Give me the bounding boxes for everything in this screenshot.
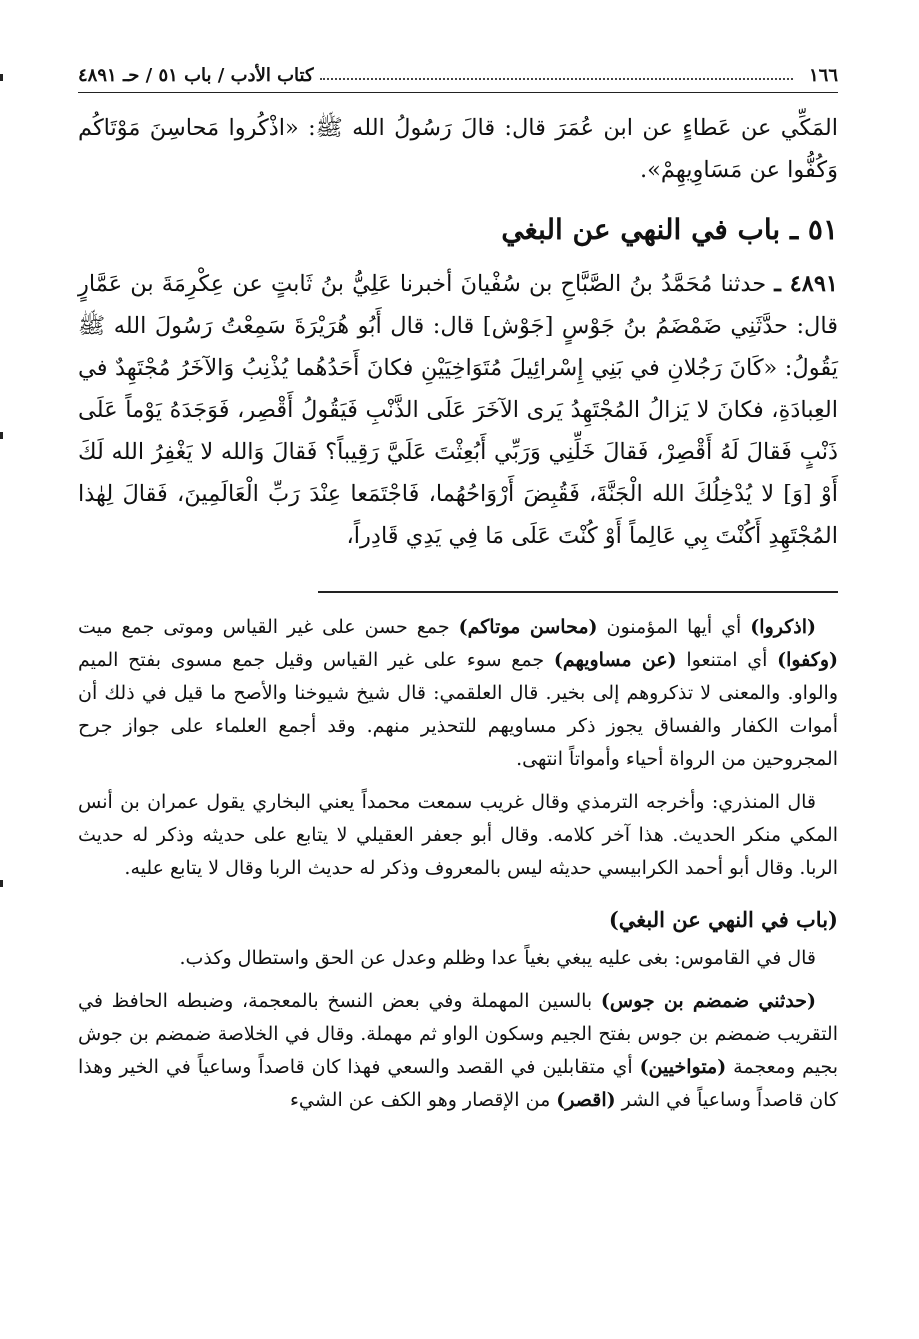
intro-paragraph: المَكِّي عن عَطاءٍ عن ابن عُمَرَ قال: قالَ رَسُولُ الله ﷺ: «اذْكُروا مَحاسِنَ مَوْتَاكُم وَكُفُّوا عن مَسَاوِيهِمْ».: [78, 115, 838, 183]
scan-edge-mark-middle: [0, 432, 3, 439]
commentary-text: جمع سوء على غير القياس وقيل جمع مسوى بفتح الميم والواو. والمعنى لا تذكروهم إلى بخير. قال العلقمي: قال شيخ شيوخنا والأصح ما قيل في ذلك أن أموات الكفار والفساق يجوز ذكر مساويهم للتحذير منهم. وقد أجمع العلماء على جواز جرح المجروحين من الرواة أحياء وأمواتاً انتهى.: [78, 649, 838, 770]
page-number: ١٦٦: [808, 64, 838, 86]
hadith-text: حدثنا مُحَمَّدُ بنُ الصَّبَّاحِ بن سُفْيانَ أخبرنا عَلِيُّ بنُ ثَابتٍ عن عِكْرِمَةَ بن عَمَّارٍ قال: حدَّثَنِي ضَمْضَمُ بنُ جَوْسٍ [جَوْش] قال: قال أَبُو هُرَيْرَةَ سَمِعْتُ رَسُولَ الله ﷺ يَقُولُ: «كَانَ رَجُلانِ في بَنِي إِسْرائِيلَ مُتَوَاخِيَيْنِ فكانَ أَحَدُهُما يُذْنِبُ وَالآخَرُ مُجْتَهِدٌ في العِبادَةِ، فكانَ لا يَزالُ المُجْتَهِدُ يَرى الآخَرَ عَلَى الذَّنْبِ فَيَقُولُ أَقْصِر، فَوَجَدَهُ يَوْماً عَلَى ذَنْبٍ فَقالَ لَهُ أَقْصِرْ، فَقالَ خَلِّنِي وَرَبِّي أَبُعِثْتَ عَلَيَّ رَقِيباً؟ فَقالَ وَالله لا يَغْفِرُ الله لَكَ أَوْ [وَ] لا يُدْخِلُكَ الله الْجَنَّةَ، فَقُبِضَ أَرْوَاحُهُما، فَاجْتَمَعا عِنْدَ رَبِّ الْعَالَمِينَ، فَقالَ لِهٰذا المُجْتَهِدِ أَكُنْتَ بِي عَالِماً أَوْ كُنْتَ عَلَى مَا فِي يَدِي قَادِراً،: [78, 271, 838, 549]
hadith-number: ٤٨٩١ ـ: [774, 271, 838, 297]
commentary-paragraph-4: [78, 985, 838, 1117]
bold-term: (عن مساويهم): [553, 649, 677, 671]
bold-term: (وكفوا): [777, 649, 838, 671]
commentary: [78, 611, 838, 1117]
commentary-paragraph-2: قال المنذري: وأخرجه الترمذي وقال غريب سمعت محمداً يعني البخاري يقول عمران بن أنس المكي منكر الحديث. هذا آخر كلامه. وقال أبو جعفر العقيلي لا يتابع على حديثه وذكر له حديث الربا. وقال أبو أحمد الكرابيسي حديثه ليس بالمعروف وذكر له حديث الربا وقال لا يتابع عليه.: [78, 791, 838, 879]
page-header: [78, 58, 838, 93]
commentary-subheading: (باب في النهي عن البغي): [608, 907, 838, 932]
running-title: كتاب الأدب / باب ٥١ / حـ ٤٨٩١: [78, 64, 314, 86]
hadith-paragraph: [78, 263, 838, 557]
chapter-title: ٥١ ـ باب في النهي عن البغي: [501, 213, 838, 246]
bold-term: (محاسن موتاكم): [458, 616, 598, 638]
footnote-separator: [318, 591, 838, 593]
commentary-text: بالسين المهملة وفي بعض النسخ بالمعجمة، وضبطه الحافظ في التقريب ضمضم بن جوس بفتح الجيم وسكون الواو ثم مهملة. وقال في الخلاصة ضمضم بن جوش بجيم ومعجمة: [78, 990, 839, 1078]
bold-term: (حدثني ضمضم بن جوس): [600, 990, 816, 1012]
commentary-text: أي امتنعوا: [676, 649, 778, 671]
commentary-text: أي متقابلين في القصد والسعي فهذا كان قاصداً وساعياً في الخير وهذا كان قاصداً وساعياً في الشر: [78, 1056, 838, 1111]
header-dot-leader: [320, 78, 793, 80]
commentary-text: أي أيها المؤمنون: [597, 616, 751, 638]
commentary-paragraph-1: [78, 611, 838, 776]
commentary-text: من الإقصار وهو الكف عن الشيء: [289, 1089, 557, 1111]
commentary-paragraph-3: قال في القاموس: بغى عليه يبغي بغياً عدا وظلم وعدل عن الحق واستطال وكذب.: [179, 947, 816, 969]
scan-edge-mark-bottom: [0, 880, 3, 887]
scan-edge-mark-top: [0, 74, 3, 81]
main-text: [78, 107, 838, 557]
bold-term: (اذكروا): [750, 616, 816, 638]
commentary-text: جمع حسن على غير القياس وموتى جمع ميت: [78, 616, 459, 638]
bold-term: (اقصر): [556, 1089, 616, 1111]
book-page: [78, 58, 838, 1318]
bold-term: (متواخيين): [639, 1056, 727, 1078]
